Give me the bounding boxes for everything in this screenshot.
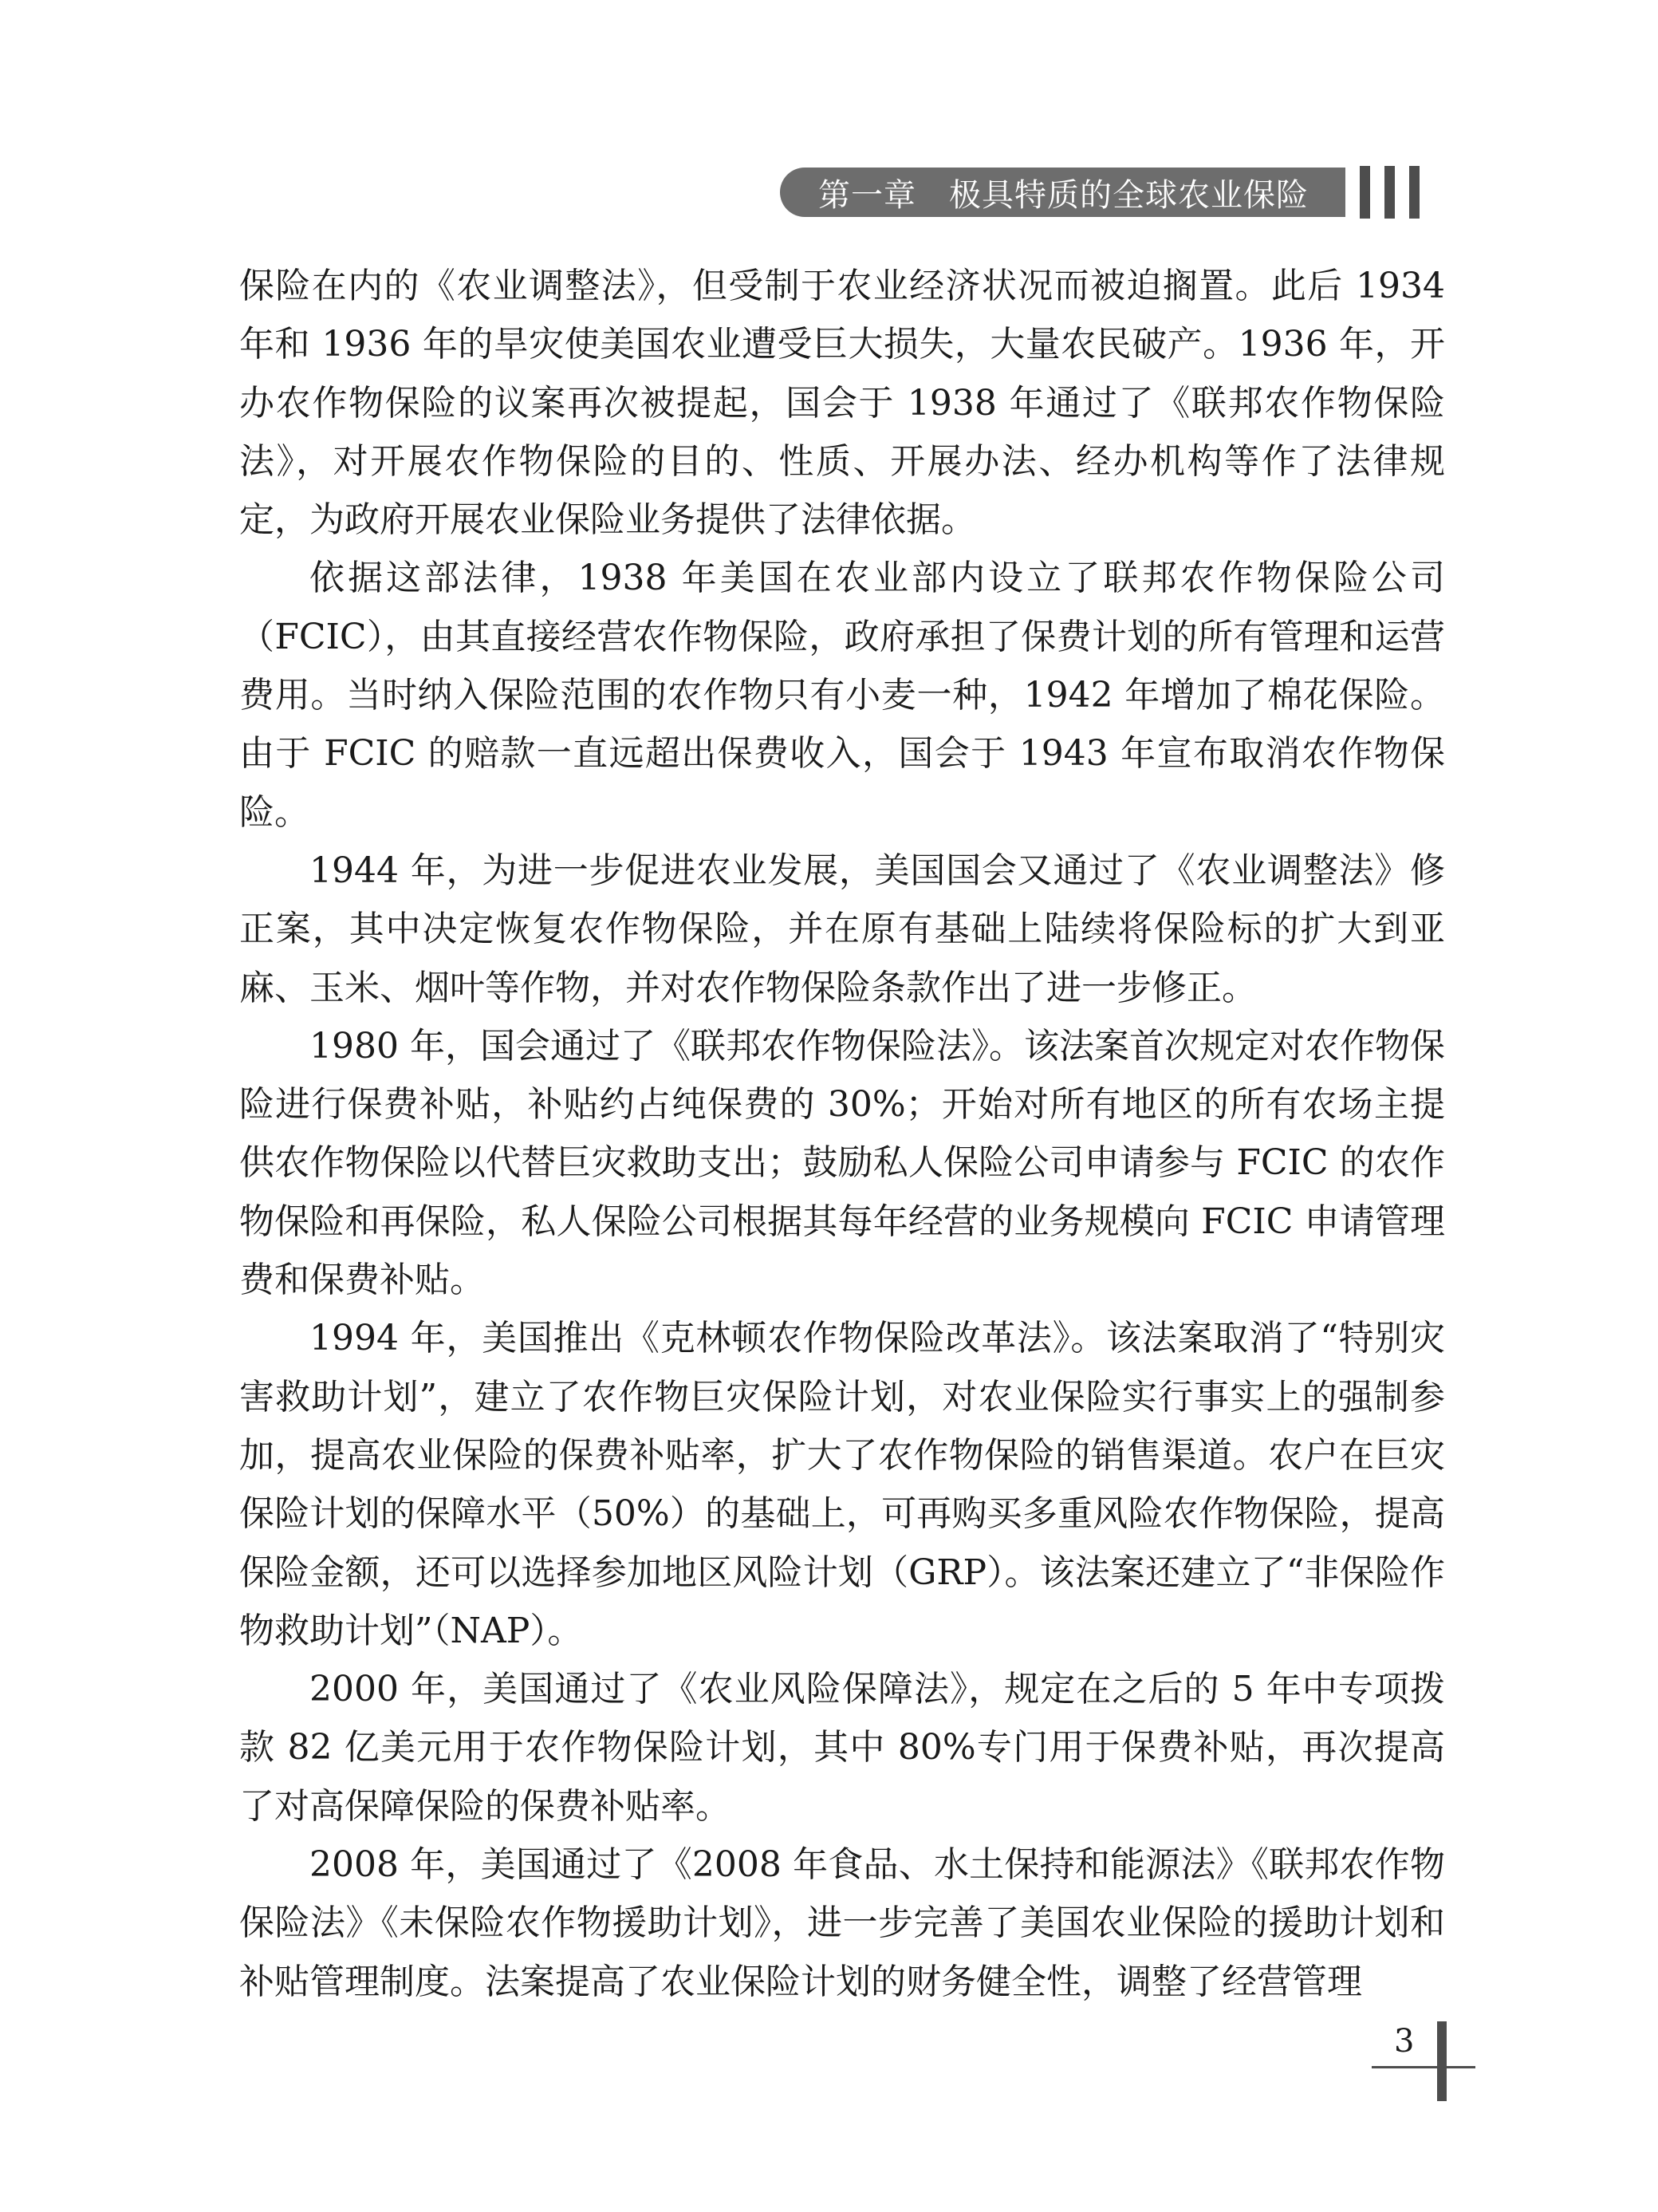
paragraph: 1994 年，美国推出《克林顿农作物保险改革法》。该法案取消了“特别灾害救助计划”，建立了农作物巨灾保险计划，对农业保险实行事实上的强制参加，提高农业保险的保费补贴率，扩大了农作物保险的销售渠道。农户在巨灾保险计划的保障水平（50%）的基础上，可再购买多重风险农作物保险，提高保险金额，还可以选择参加地区风险计划（GRP）。该法案还建立了“非保险作物救助计划”（NAP）。 (239, 1318, 1445, 1651)
header-bar (1360, 166, 1370, 219)
page-number: 3 (1394, 2023, 1415, 2060)
paragraph: 2008 年，美国通过了《2008 年食品、水土保持和能源法》《联邦农作物保险法》《未保险农作物援助计划》，进一步完善了美国农业保险的援助计划和补贴管理制度。法案提高了农业保险计划的财务健全性，调整了经营管理 (239, 1844, 1445, 2002)
paragraph: 依据这部法律，1938 年美国在农业部内设立了联邦农作物保险公司（FCIC），由其直接经营农作物保险，政府承担了保费计划的所有管理和运营费用。当时纳入保险范围的农作物只有小麦一种，1942 年增加了棉花保险。由于 FCIC 的赔款一直远超出保费收入，国会于 1943 年宣布取消农作物保险。 (239, 558, 1445, 833)
paragraph: 保险在内的《农业调整法》，但受制于农业经济状况而被迫搁置。此后 1934 年和 1936 年的旱灾使美国农业遭受巨大损失，大量农民破产。1936 年，开办农作物保险的议案再次被提起，国会于 1938 年通过了《联邦农作物保险法》，对开展农作物保险的目的、性质、开展办法、经办机构等作了法律规定，为政府开展农业保险业务提供了法律依据。 (239, 266, 1445, 541)
body-text (239, 257, 1445, 2011)
paragraph: 1980 年，国会通过了《联邦农作物保险法》。该法案首次规定对农作物保险进行保费补贴，补贴约占纯保费的 30%；开始对所有地区的所有农场主提供农作物保险以代替巨灾救助支出；鼓励私人保险公司申请参与 FCIC 的农作物保险和再保险，私人保险公司根据其每年经营的业务规模向 FCIC 申请管理费和保费补贴。 (239, 1025, 1445, 1301)
running-header (780, 166, 1434, 219)
footer-bar (1437, 2021, 1447, 2101)
page-footer (1372, 2021, 1483, 2109)
footer-rule (1372, 2066, 1475, 2068)
paragraph: 1944 年，为进一步促进农业发展，美国国会又通过了《农业调整法》修正案，其中决定恢复农作物保险，并在原有基础上陆续将保险标的扩大到亚麻、玉米、烟叶等作物，并对农作物保险条款作出了进一步修正。 (239, 850, 1445, 1008)
header-bar (1409, 166, 1420, 219)
chapter-title: 第一章 极具特质的全球农业保险 (780, 168, 1345, 217)
header-decoration-bars (1360, 166, 1434, 219)
paragraph: 2000 年，美国通过了《农业风险保障法》，规定在之后的 5 年中专项拨款 82 亿美元用于农作物保险计划，其中 80%专门用于保费补贴，再次提高了对高保障保险的保费补贴率。 (239, 1669, 1445, 1827)
header-bar (1384, 166, 1395, 219)
